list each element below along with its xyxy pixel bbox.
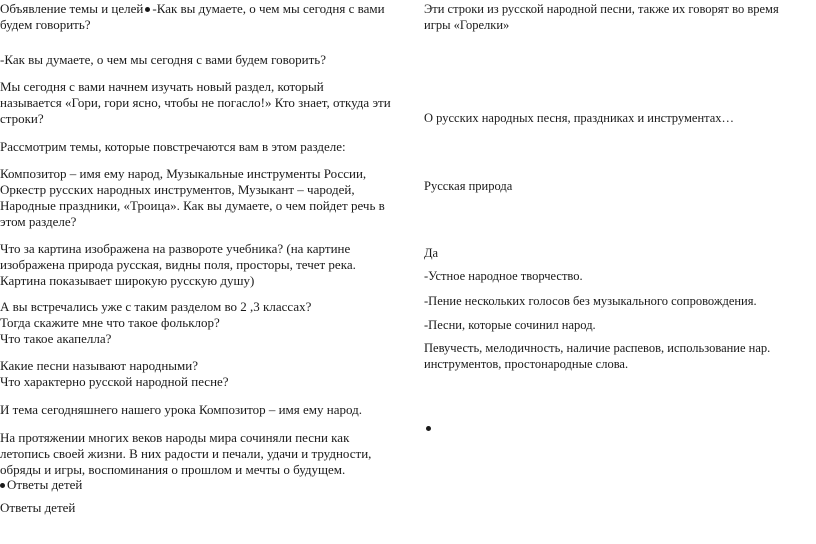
paragraph-1-line-1: Мы сегодня с вами начнем изучать новый раздел, который [0,79,324,94]
bullet-icon [426,426,431,431]
answer-9-bullet [424,420,433,436]
answer-6: -Пение нескольких голосов без музыкального сопровождения. [424,294,757,308]
answer-8-line-2: инструментов, простонародные слова. [424,357,629,371]
paragraph-5-line-1: А вы встречались уже с таким разделом во 2 ,3 классах? [0,299,312,314]
paragraph-3-line-2: Оркестр русских народных инструментов, Музыкант – чародей, [0,182,355,197]
question-1: -Как вы думаете, о чем мы сегодня с вами будем говорить? [0,52,326,67]
paragraph-4-line-3: Картина показывает широкую русскую душу) [0,273,255,288]
answer-3: Русская природа [424,179,513,193]
answer-1-line-2: игры «Горелки» [424,18,510,32]
paragraph-3-line-3: Народные праздники, «Троица». Как вы думаете, о чем пойдет речь в [0,198,385,213]
paragraph-8-line-2: летопись своей жизни. В них радости и печали, удачи и трудности, [0,446,372,461]
paragraph-6-line-2: Что характерно русской народной песне? [0,374,229,389]
answer-1-line-1: Эти строки из русской народной песни, также их говорят во время [424,2,779,16]
answer-5: -Устное народное творчество. [424,269,583,283]
paragraph-7: И тема сегодняшнего нашего урока Композитор – имя ему народ. [0,402,362,417]
paragraph-3-line-1: Композитор – имя ему народ, Музыкальные инструменты России, [0,166,367,181]
answers-bullet-line [0,477,82,493]
answers-text: Ответы детей [0,500,76,515]
paragraph-2: Рассмотрим темы, которые повстречаются вам в этом разделе: [0,139,346,154]
paragraph-5-line-3: Что такое акапелла? [0,331,112,346]
intro-line-2: будем говорить? [0,17,91,32]
answer-4: Да [424,246,439,260]
bullet-icon [145,7,150,12]
paragraph-6-line-1: Какие песни называют народными? [0,358,198,373]
intro-heading: Объявление темы и целей [0,1,144,16]
paragraph-1-line-2: называется «Гори, гори ясно, чтобы не погасло!» Кто знает, откуда эти [0,95,391,110]
bullet-icon [0,483,5,488]
paragraph-8-line-1: На протяжении многих веков народы мира сочиняли песни как [0,430,350,445]
intro-line-1 [0,1,385,17]
paragraph-1-line-3: строки? [0,111,44,126]
answer-2: О русских народных песня, праздниках и инструментах… [424,111,735,125]
paragraph-4-line-2: изображена природа русская, видны поля, просторы, течет река. [0,257,356,272]
paragraph-5-line-2: Тогда скажите мне что такое фольклор? [0,315,220,330]
paragraph-4-line-1: Что за картина изображена на развороте учебника? (на картине [0,241,351,256]
paragraph-8-line-3: обряды и игры, воспоминания о прошлом и мечты о будущем. [0,462,346,477]
answer-8-line-1: Певучесть, мелодичность, наличие распевов, использование нар. [424,341,771,355]
answers-bullet-text: Ответы детей [7,477,83,492]
paragraph-3-line-4: этом разделе? [0,214,77,229]
intro-question: -Как вы думаете, о чем мы сегодня с вами [152,1,385,16]
answer-7: -Песни, которые сочинил народ. [424,318,596,332]
